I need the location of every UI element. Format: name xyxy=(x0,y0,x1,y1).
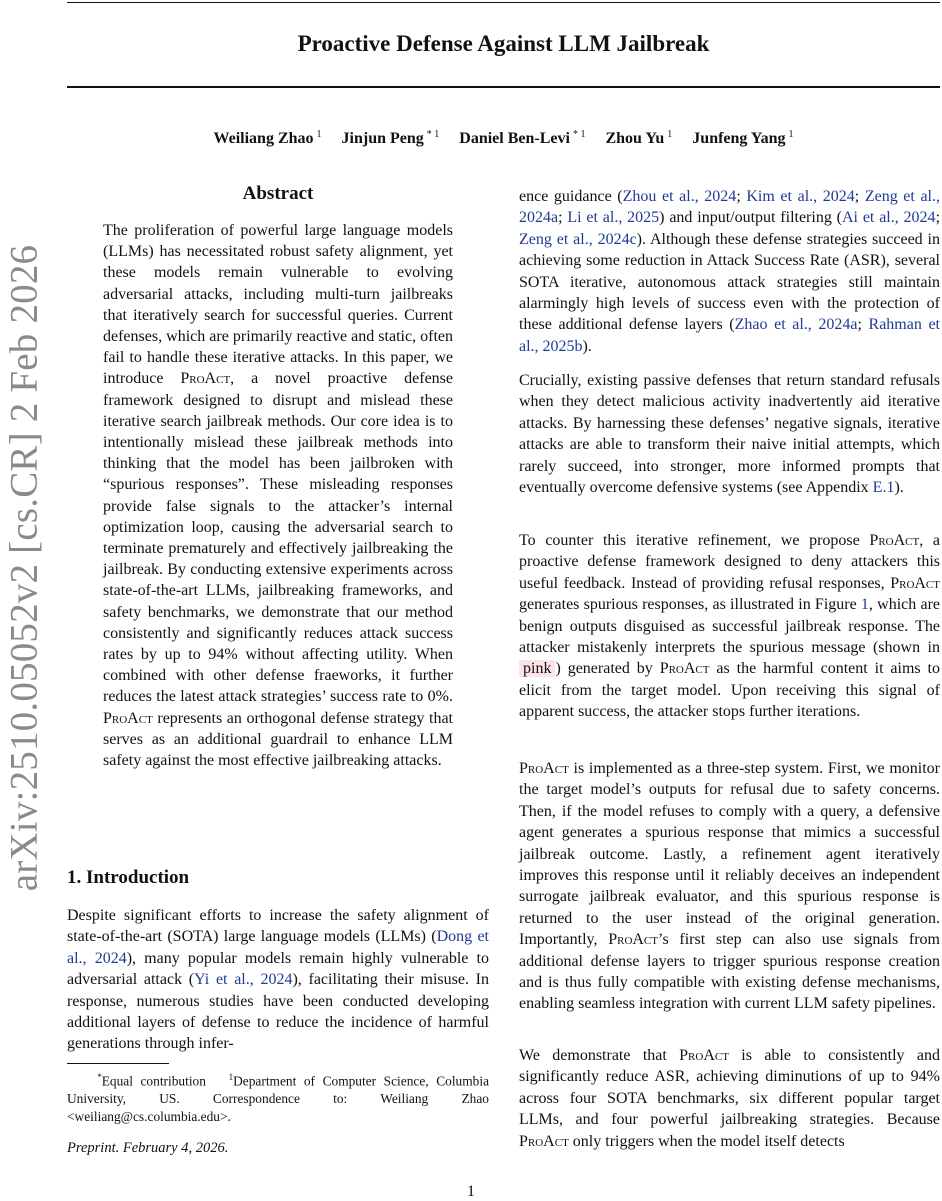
paper-title: Proactive Defense Against LLM Jailbreak xyxy=(297,31,710,56)
author-name: Zhou Yu xyxy=(605,130,665,147)
proact-name: ProAct xyxy=(519,760,569,777)
author-name: Jinjun Peng xyxy=(341,130,424,147)
introduction-body xyxy=(67,905,489,1055)
proact-name: ProAct xyxy=(890,574,940,592)
author-affiliation-mark: * 1 xyxy=(426,129,440,140)
body-text: ence guidance ( xyxy=(519,188,623,205)
intro-text: Despite significant efforts to increase the safety alignment of state-of-the-art (SOTA) large language models (LLMs) ( xyxy=(67,907,489,946)
author xyxy=(692,130,793,147)
right-paragraph-5 xyxy=(519,1045,940,1152)
author xyxy=(605,130,672,147)
body-text: only triggers when the model itself detects xyxy=(568,1132,845,1150)
appendix-link[interactable]: E.1 xyxy=(872,479,895,497)
author xyxy=(459,130,585,147)
body-text: We demonstrate that xyxy=(519,1047,680,1064)
abstract-text-3: represents an orthogonal defense strategy that serves as an additional guardrail to enhance LLM safety against the most effective jailbreaking attacks. xyxy=(103,709,453,770)
author xyxy=(213,130,321,147)
proact-name: ProAct xyxy=(608,931,658,949)
preprint-note: Preprint. February 4, 2026. xyxy=(67,1140,229,1156)
body-text: ). xyxy=(894,479,904,497)
intro-text: ), facilitating their misuse. In response, numerous studies have been conducted developing additional layers of defense to reduce the incidence of harmful generations through infer- xyxy=(67,971,489,1053)
body-text: ; xyxy=(854,188,865,205)
proact-name: ProAct xyxy=(103,709,153,727)
author-affiliation-mark: 1 xyxy=(316,129,322,140)
body-text: is implemented as a three-step system. First, we monitor the target model’s outputs for refusal due to safety concerns. Then, if the model refuses to comply with a query, a defensive agent generates a spurious response that mimics a successful jailbreak outcome. Lastly, a refinement agent iteratively improves this response until it reliably deceives an independent surrogate jailbreak evaluator, and this spurious response is returned to the user instead of the original generation. Importantly, xyxy=(519,760,940,949)
abstract-text-1: The proliferation of powerful large language models (LLMs) has necessitated robust safety alignment, yet these models remain vulnerable to evolving adversarial attacks, including multi-turn jailbreaks that iteratively search for successful queries. Current defenses, which are primarily reactive and static, often fail to handle these iterative attacks. In this paper, we introduce xyxy=(103,222,453,388)
author-affiliation-mark: 1 xyxy=(667,129,673,140)
author-affiliation-mark: * 1 xyxy=(572,129,586,140)
right-paragraph-3 xyxy=(519,530,940,723)
body-text: ) generated by xyxy=(555,660,660,678)
citation-link[interactable]: Li et al., 2025 xyxy=(567,209,660,227)
body-text: ; xyxy=(857,316,869,334)
right-paragraph-2 xyxy=(519,370,940,498)
body-text: ; xyxy=(558,209,568,227)
citation-link[interactable]: Kim et al., 2024 xyxy=(746,188,855,205)
author xyxy=(342,130,440,147)
body-text: ). xyxy=(582,337,592,355)
arxiv-stamp-text: arXiv:2510.05052v2 [cs.CR] 2 Feb 2026 xyxy=(2,244,46,892)
pink-highlight: pink xyxy=(519,660,555,677)
author-name: Junfeng Yang xyxy=(692,130,786,147)
right-paragraph-1 xyxy=(519,186,940,357)
body-text: is able to consistently and significantly reduce ASR, achieving diminutions of up to 94% across four SOTA benchmarks, six different popular target LLMs, and four powerful jailbreaking strategies. Because xyxy=(519,1047,940,1129)
proact-name: ProAct xyxy=(869,532,920,549)
body-text: ’s first step can also use signals from additional defense layers to trigger spurious response creation and is thus fully compatible with existing defense mechanisms, enabling seamless integration with current LLM safety pipelines. xyxy=(519,931,940,1013)
body-text: ; xyxy=(736,188,747,205)
author-name: Weiliang Zhao xyxy=(213,130,314,147)
abstract-text-2: , a novel proactive defense framework designed to disrupt and mislead these iterative search jailbreak methods. Our core idea is to intentionally mislead these jailbreak methods into thinking that the model has been jailbroken with “spurious responses”. These misleading responses provide false signals to the attacker’s internal optimization loop, causing the adversarial search to terminate prematurely and effectively jailbreaking the jailbreak. By conducting extensive experiments across state-of-the-art LLMs, jailbreaking frameworks, and safety benchmarks, we demonstrate that our method consistently and significantly reduces attack success rates by up to 94% without affecting utility. When combined with other defense fraeworks, it further reduces the latest attack strategies’ success rate to 0%. xyxy=(103,370,454,706)
body-text: ). Although these defense strategies succeed in achieving some reduction in Attack Success Rate (ASR), several SOTA iterative, autonomous attack strategies still maintain alarmingly high levels of success even with the protection of these additional defense layers ( xyxy=(519,230,940,334)
citation-link[interactable]: Zeng et al., 2024c xyxy=(519,230,637,248)
author-name: Daniel Ben-Levi xyxy=(459,130,570,147)
citation-link[interactable]: Zhao et al., 2024a xyxy=(734,316,858,334)
intro-text: ), many popular models remain highly vulnerable to adversarial attack ( xyxy=(67,949,490,989)
proact-name: ProAct xyxy=(679,1047,729,1064)
right-paragraph-4 xyxy=(519,758,940,1015)
citation-link[interactable]: Rahman et al., 2025b xyxy=(519,316,940,355)
title-rule xyxy=(67,86,940,88)
footnote-text: Equal contribution xyxy=(101,1073,214,1089)
citation-link[interactable]: Ai et al., 2024 xyxy=(842,209,936,227)
body-text: generates spurious responses, as illustrated in Figure xyxy=(519,596,861,614)
body-text: , a proactive defense framework designed to deny attackers this useful feedback. Instead of providing refusal responses, xyxy=(519,532,940,592)
body-text: as the harmful content it aims to elicit from the target model. Upon receiving this signal of apparent success, the attacker stops further iterations. xyxy=(519,660,940,721)
proact-name: ProAct xyxy=(180,370,231,388)
figure-link[interactable]: 1 xyxy=(860,596,869,614)
body-text: Crucially, existing passive defenses that return standard refusals when they detect malicious activity inadvertently aid iterative attacks. By harnessing these defenses’ negative signals, iterative attacks are able to transform their naive initial attempts, which rarely succeed, into stronger, more informed prompts that eventually overcome defensive systems (see Appendix xyxy=(519,372,940,497)
body-text: ) and input/output filtering ( xyxy=(659,209,842,227)
abstract-body xyxy=(103,220,453,771)
proact-name: ProAct xyxy=(659,660,710,678)
citation-link[interactable]: Dong et al., 2024 xyxy=(67,928,489,967)
footnote xyxy=(67,1068,489,1126)
footnote-text: Department of Computer Science, Columbia University, US. Correspondence to: Weiliang Zhao <weiliang@cs.columbia.edu>. xyxy=(67,1073,490,1125)
author-affiliation-mark: 1 xyxy=(788,129,794,140)
top-rule xyxy=(67,2,940,3)
abstract-heading: Abstract xyxy=(242,183,314,204)
page-number: 1 xyxy=(467,1183,475,1200)
body-text: , which are benign outputs disguised as successful jailbreak response. The attacker mistakenly interprets the spurious message (shown in xyxy=(519,596,940,657)
citation-link[interactable]: Yi et al., 2024 xyxy=(194,971,293,989)
footnote-mark: * xyxy=(97,1072,102,1082)
footnote-rule xyxy=(67,1063,169,1064)
introduction-heading: 1. Introduction xyxy=(67,867,190,888)
author-list xyxy=(67,124,940,150)
body-text: ; xyxy=(935,209,941,227)
body-text: To counter this iterative refinement, we propose xyxy=(519,532,870,549)
citation-link[interactable]: Zeng et al., 2024a xyxy=(519,188,940,227)
footnote-mark: 1 xyxy=(228,1072,234,1082)
proact-name: ProAct xyxy=(519,1132,569,1150)
citation-link[interactable]: Zhou et al., 2024 xyxy=(622,188,737,205)
